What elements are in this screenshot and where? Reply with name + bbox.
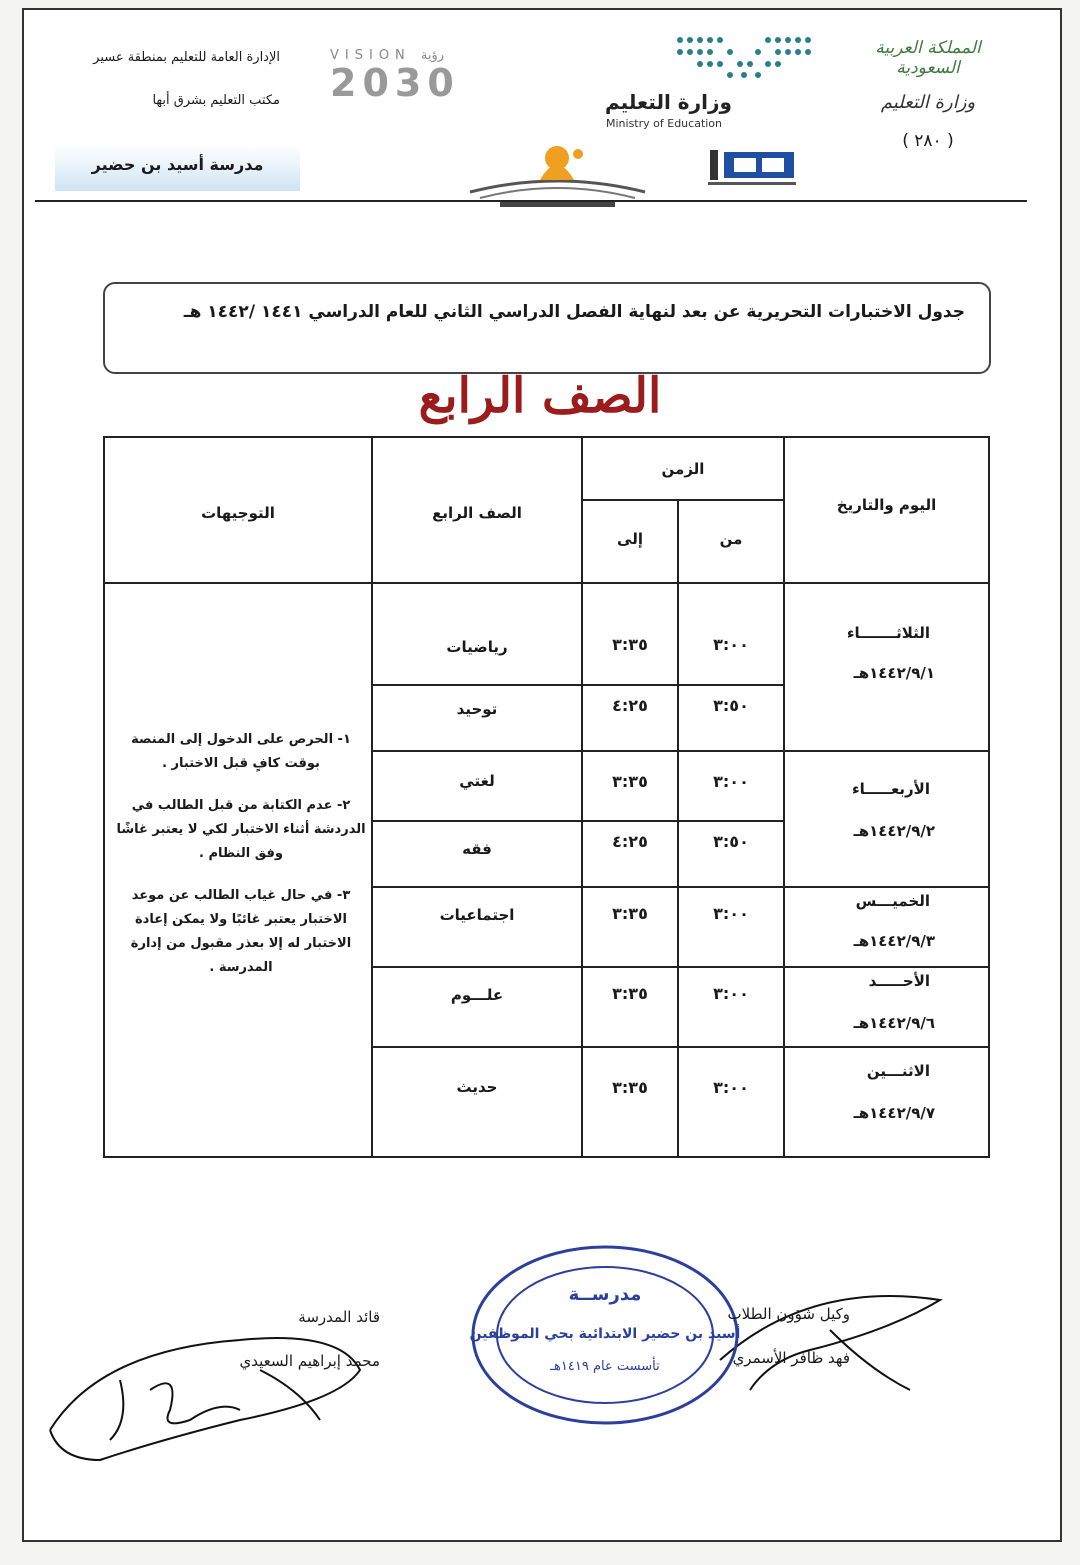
day-name: الثلاثـــــــاء (846, 624, 930, 642)
time-from-cell: ٣:٠٠ (713, 984, 749, 1003)
ministry-script-text: وزارة التعليم (880, 92, 976, 113)
time-to-cell: ٤:٢٥ (612, 832, 648, 851)
deputy-name: فهد ظافر الأسمري (732, 1349, 850, 1367)
time-to-cell: ٤:٢٥ (612, 696, 648, 715)
principal-title: قائد المدرسة (298, 1308, 380, 1326)
time-from-cell: ٣:٠٠ (713, 904, 749, 923)
time-from-cell: ٣:٠٠ (713, 772, 749, 791)
stamp-line-3: تأسست عام ١٤١٩هـ (550, 1359, 660, 1374)
vision-number: 2030 (330, 61, 460, 105)
ministry-arabic-name: وزارة التعليم (605, 90, 732, 114)
subject-cell: رياضيات (446, 638, 508, 656)
title-box (103, 282, 991, 374)
time-to-cell: ٣:٣٥ (612, 984, 648, 1003)
school-name-banner: مدرسة أسيد بن حضير (55, 145, 300, 191)
ministry-logo-icon (672, 32, 817, 84)
subject-cell: لغتي (459, 772, 495, 790)
principal-name: محمد إبراهيم السعيدي (239, 1352, 380, 1370)
vision-label: VISION رؤية (330, 48, 445, 63)
header-notes: التوجيهات (201, 504, 275, 522)
day-date: ١٤٤٢/٩/١هـ (853, 664, 935, 682)
header-time: الزمن (661, 460, 705, 478)
time-to-cell: ٣:٣٥ (612, 1078, 648, 1097)
ministry-english-name: Ministry of Education (606, 117, 723, 130)
day-date: ١٤٤٢/٩/٦هـ (853, 1014, 935, 1032)
instruction-item: ١- الحرص على الدخول إلى المنصة بوقت كافٍ قبل الاختبار . (131, 732, 351, 771)
school-system-logo-icon (700, 146, 800, 188)
day-name: الاثنـــين (866, 1062, 930, 1080)
header-subject: الصف الرابع (432, 504, 522, 522)
time-from-cell: ٣:٥٠ (713, 696, 749, 715)
stamp-line-1: مدرســة (568, 1284, 642, 1305)
admin-line-2: مكتب التعليم بشرق أبها (152, 93, 280, 108)
admin-line-1: الإدارة العامة للتعليم بمنطقة عسير (93, 50, 280, 65)
day-name: الأربعـــــاء (852, 780, 930, 798)
vision-2030-logo (330, 48, 545, 110)
time-from-cell: ٣:٠٠ (713, 635, 749, 654)
subject-cell: فقه (462, 840, 492, 858)
subject-cell: علـــوم (450, 986, 504, 1004)
subject-cell: توحيد (456, 700, 498, 718)
day-date: ١٤٤٢/٩/٢هـ (853, 822, 935, 840)
day-name: الخميـــس (855, 892, 930, 910)
principal-signature-block (230, 1308, 380, 1396)
header-from: من (719, 530, 743, 548)
instruction-item: ٢- عدم الكتابة من قبل الطالب في الدردشة أثناء الاختبار لكي لا يعتبر غاشًا وفق النظام . (116, 798, 366, 861)
deputy-title: وكيل شؤون الطلاب (727, 1305, 850, 1323)
deputy-signature-block (700, 1305, 850, 1393)
header-day-date: اليوم والتاريخ (836, 496, 937, 514)
time-from-cell: ٣:٠٠ (713, 1078, 749, 1097)
time-from-cell: ٣:٥٠ (713, 832, 749, 851)
stamp-line-2: أسيد بن حضير الابتدائية بحي الموظفين (469, 1326, 741, 1342)
header-divider (35, 200, 1027, 202)
time-to-cell: ٣:٣٥ (612, 772, 648, 791)
grade-heading: الصف الرابع (418, 368, 662, 424)
exam-schedule-table (103, 436, 990, 1158)
kingdom-text: المملكة العربية السعودية (875, 38, 981, 78)
subject-cell: اجتماعيات (439, 906, 515, 924)
time-to-cell: ٣:٣٥ (612, 904, 648, 923)
header-admin-block (50, 50, 280, 136)
day-name: الأحـــــد (868, 972, 930, 990)
header-kingdom-block (848, 38, 1008, 151)
instruction-item: ٣- في حال غياب الطالب عن موعد الاختبار يعتبر غائبًا ولا يمكن إعادة الاختبار له إلا بعذر مقبول من إدارة المدرسة . (130, 888, 352, 975)
subject-cell: حديث (456, 1078, 498, 1096)
instructions-list (115, 728, 367, 998)
document-number: ( ٢٨٠ ) (902, 131, 954, 151)
header-to: إلى (617, 530, 643, 548)
document-title: جدول الاختبارات التحريرية عن بعد لنهاية الفصل الدراسي الثاني للعام الدراسي ١٤٤١ /١٤٤٢ هـ (183, 302, 965, 322)
day-date: ١٤٤٢/٩/٣هـ (853, 932, 935, 950)
time-to-cell: ٣:٣٥ (612, 635, 648, 654)
day-date: ١٤٤٢/٩/٧هـ (853, 1104, 935, 1122)
